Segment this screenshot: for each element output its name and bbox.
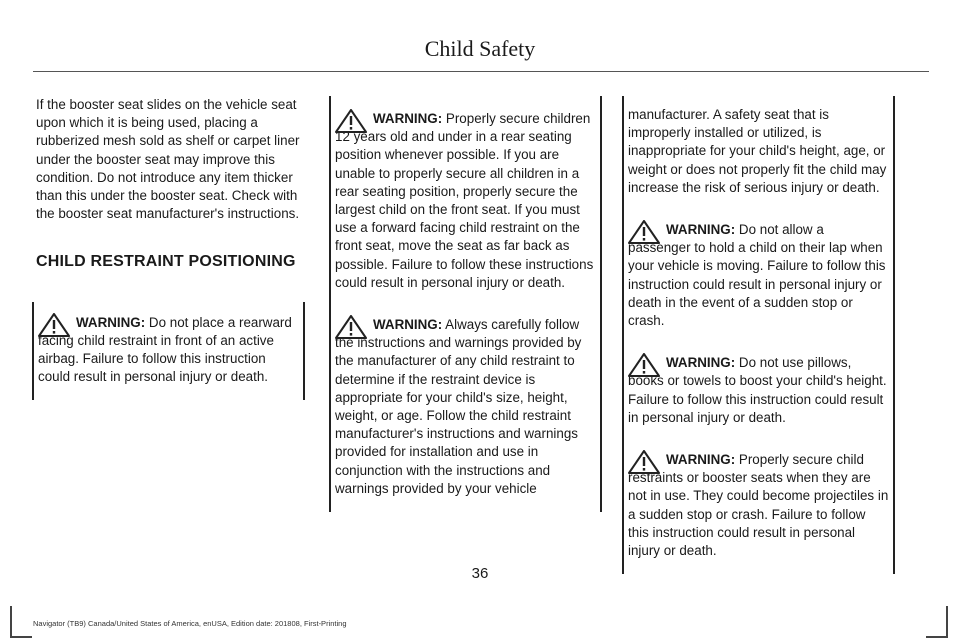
crop-mark: [10, 636, 32, 638]
warning-box: [622, 96, 895, 574]
warning-follow-instructions: [335, 316, 596, 498]
warning-secure-children: [335, 110, 596, 292]
booster-seat-paragraph: If the booster seat slides on the vehicle seat upon which it is being used, placing a rubberized mesh sold as shelf or carpet liner under the booster seat may improve this condition. Do not introduce any item thicker than this under the booster seat. Check with the booster seat manufacturer's instructions.: [36, 97, 300, 222]
warning-text: Do not use pillows, books or towels to boost your child's height. Failure to follow this instruction could result in personal injury or death.: [628, 355, 887, 425]
warning-box: [32, 302, 305, 401]
continued-paragraph: manufacturer. A safety seat that is improperly installed or utilized, is inappropriate for your child's height, age, or weight or does not properly fit the child may increase the risk of serious injury or death.: [628, 107, 887, 195]
warning-rearward-facing: [38, 314, 299, 387]
warning-secure-when-unused: [628, 451, 889, 560]
header-divider: [33, 71, 929, 72]
warning-text: Properly secure child restraints or booster seats when they are not in use. They could become projectiles in a sudden stop or crash. Failure to follow this instruction could result in personal injury or death.: [628, 452, 889, 559]
warning-text: Properly secure children 12 years old and under in a rear seating position whenever possible. If you are unable to properly secure all children in a rear seating position, properly secure the largest child on the front seat. If you must use a forward facing child restraint on the front seat, move the seat as far back as possible. Failure to follow these instructions could result in personal injury or death.: [335, 111, 594, 290]
warning-label: WARNING:: [666, 452, 736, 468]
crop-mark: [946, 606, 948, 638]
page-title: Child Safety: [424, 36, 536, 61]
warning-label: WARNING:: [666, 355, 736, 371]
warning-pillows: [628, 354, 889, 427]
warning-text: Always carefully follow the instructions and warnings provided by the manufacturer of any child restraint to determine if the restraint device is appropriate for your child's size, height, weight, or age. Follow the child restraint manufacturer's instructions and warnings provided for installation and use in conjunction with the instructions and warnings provided by your vehicle: [335, 317, 582, 496]
warning-lap-child: [628, 221, 889, 330]
warning-box: [329, 96, 602, 512]
crop-mark: [926, 636, 948, 638]
page-number: 36: [471, 565, 489, 582]
warning-triangle-icon: [335, 315, 371, 339]
warning-triangle-icon: [335, 109, 371, 133]
warning-text: Do not place a rearward facing child restraint in front of an active airbag. Failure to follow this instruction could result in personal injury or death.: [38, 314, 292, 385]
crop-mark: [10, 606, 12, 638]
column-3: [626, 96, 891, 574]
column-2: [333, 96, 598, 512]
edition-footer: Navigator (TB9) Canada/United States of America, enUSA, Edition date: 201808, First-Printing: [33, 619, 347, 628]
warning-label: WARNING:: [373, 317, 443, 333]
warning-triangle-icon: [628, 220, 664, 244]
column-1: [36, 96, 301, 400]
warning-triangle-icon: [628, 450, 664, 474]
warning-triangle-icon: [628, 353, 664, 377]
warning-triangle-icon: [38, 313, 74, 337]
warning-label: WARNING:: [666, 222, 736, 238]
section-heading: CHILD RESTRAINT POSITIONING: [36, 253, 296, 271]
warning-text: Do not allow a passenger to hold a child on their lap when your vehicle is moving. Failure to follow this instruction could result in personal injury or death in the event of a sudden stop or crash.: [628, 222, 886, 329]
warning-label: WARNING:: [76, 314, 146, 330]
warning-label: WARNING:: [373, 111, 443, 126]
